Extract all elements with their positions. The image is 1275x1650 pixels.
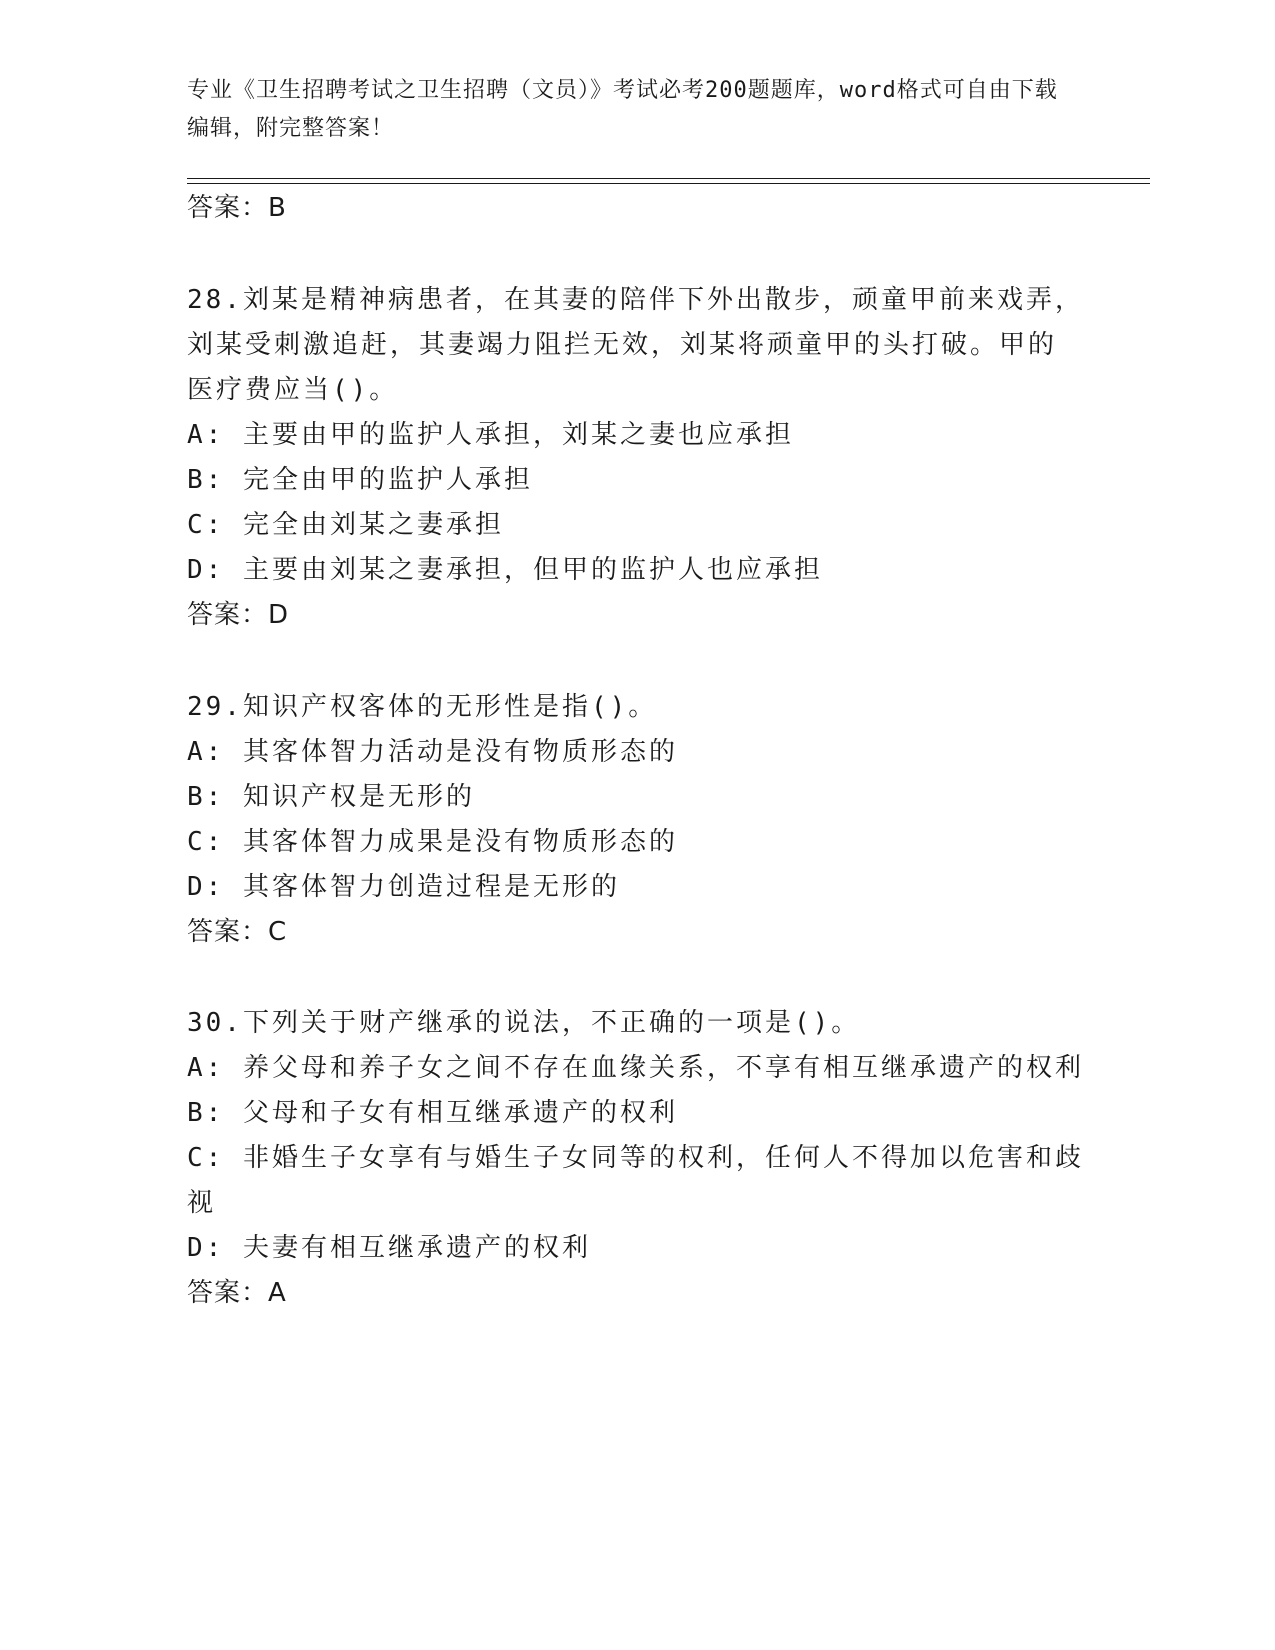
option-d: D: 主要由刘某之妻承担，但甲的监护人也应承担	[187, 555, 823, 585]
answer-line: 答案：B	[187, 193, 287, 223]
answer-line: 答案：C	[187, 917, 288, 947]
option-c: C: 其客体智力成果是没有物质形态的	[187, 827, 678, 857]
option-a: A: 其客体智力活动是没有物质形态的	[187, 737, 678, 767]
question-stem-line: 29.知识产权客体的无形性是指()。	[187, 692, 658, 722]
option-d: D: 其客体智力创造过程是无形的	[187, 872, 620, 902]
option-c: C: 非婚生子女享有与婚生子女同等的权利，任何人不得加以危害和歧	[187, 1143, 1084, 1173]
option-a: A: 养父母和养子女之间不存在血缘关系，不享有相互继承遗产的权利	[187, 1053, 1084, 1083]
document-header: 专业《卫生招聘考试之卫生招聘（文员）》考试必考200题题库，word格式可自由下载编辑，附完整答案！	[187, 78, 1058, 141]
option-c: C: 完全由刘某之妻承担	[187, 510, 504, 540]
option-b: B: 知识产权是无形的	[187, 782, 475, 812]
question-stem-line: 医疗费应当()。	[187, 375, 399, 405]
option-b: B: 完全由甲的监护人承担	[187, 465, 533, 495]
question-stem-line: 30.下列关于财产继承的说法，不正确的一项是()。	[187, 1008, 861, 1038]
header-divider-top	[187, 178, 1150, 179]
option-c-continuation: 视	[187, 1188, 217, 1218]
answer-line: 答案：D	[187, 600, 290, 630]
option-a: A: 主要由甲的监护人承担，刘某之妻也应承担	[187, 420, 794, 450]
option-b: B: 父母和子女有相互继承遗产的权利	[187, 1098, 678, 1128]
question-stem-line: 28.刘某是精神病患者，在其妻的陪伴下外出散步，顽童甲前来戏弄，	[187, 285, 1084, 315]
answer-line: 答案：A	[187, 1278, 287, 1308]
option-d: D: 夫妻有相互继承遗产的权利	[187, 1233, 591, 1263]
header-divider-bottom	[187, 183, 1150, 184]
question-stem-line: 刘某受刺激追赶，其妻竭力阻拦无效，刘某将顽童甲的头打破。甲的	[187, 330, 1058, 360]
